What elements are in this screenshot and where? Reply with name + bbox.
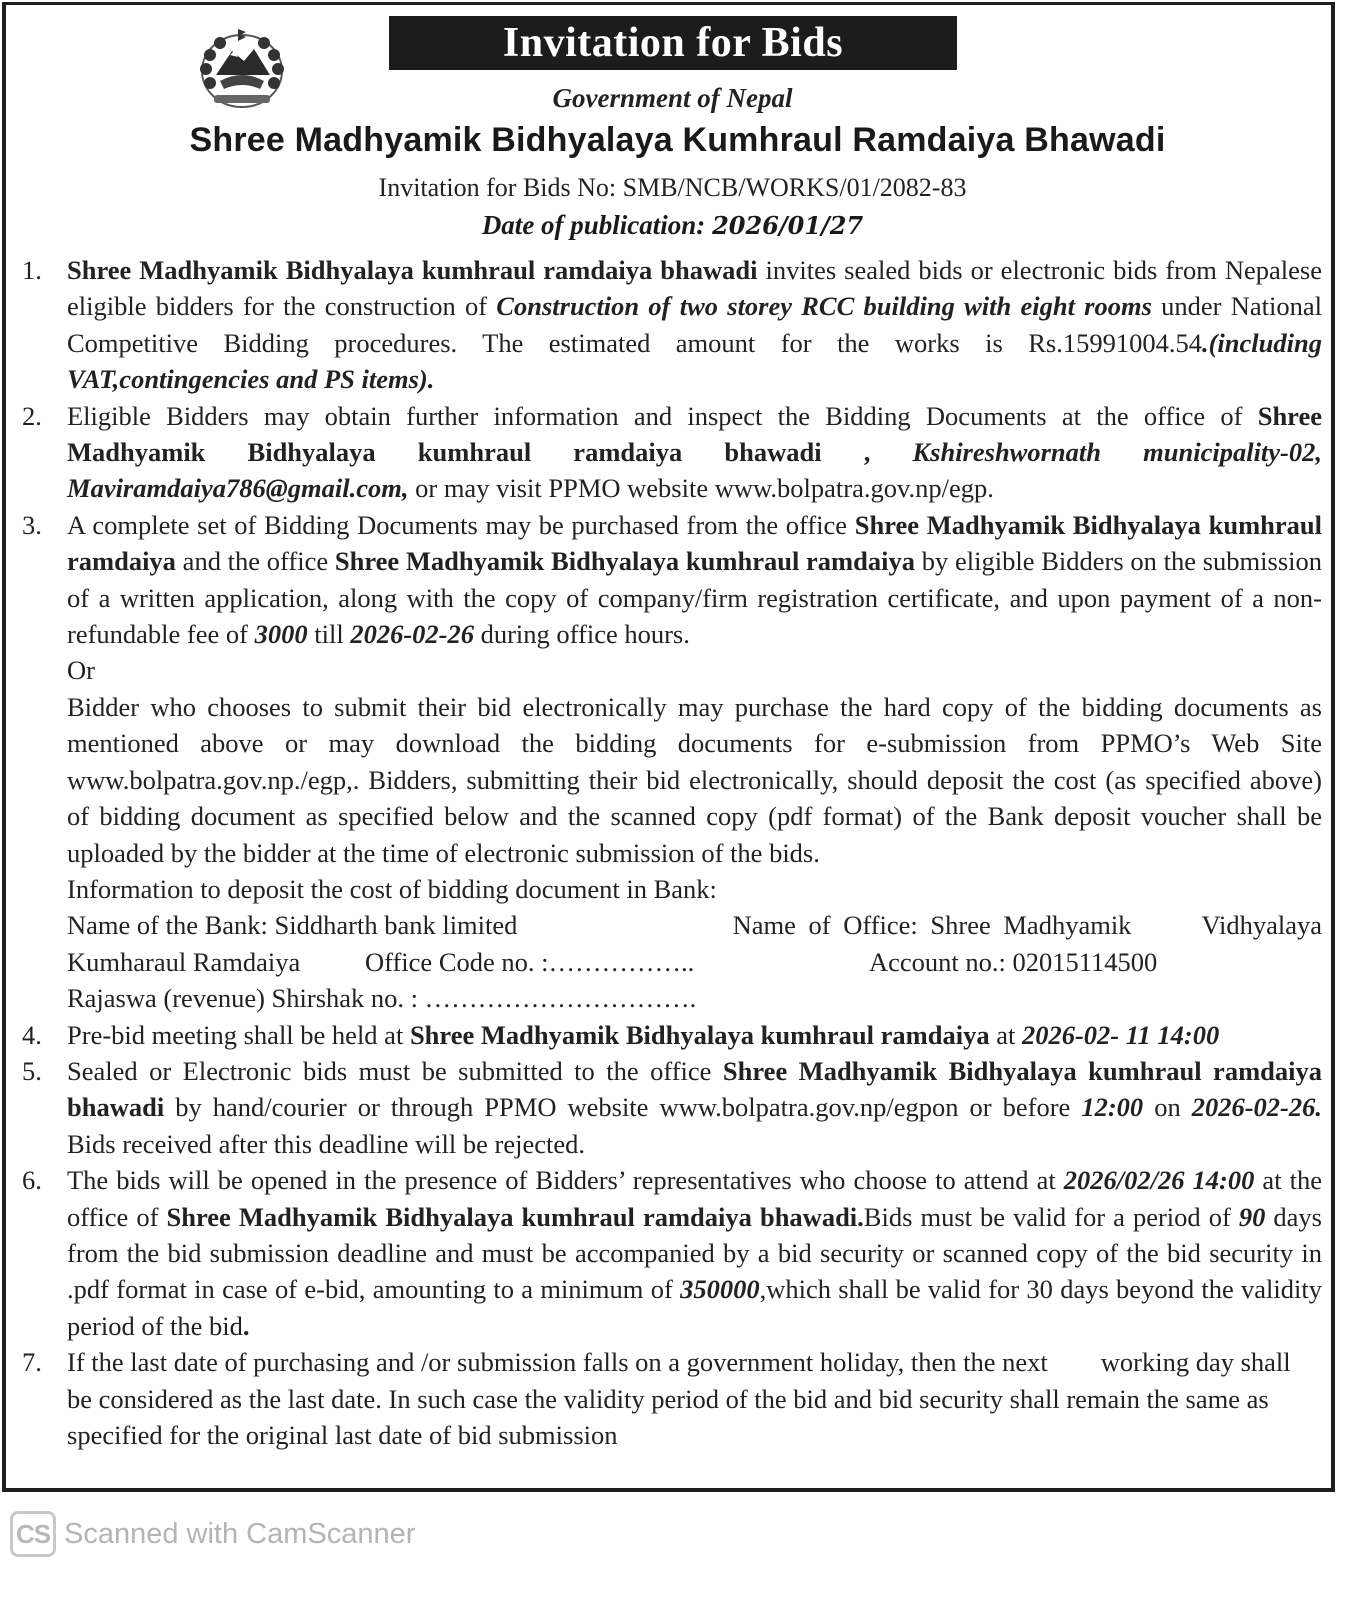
clause-text: .(including VAT,contingencies and PS items). — [67, 327, 1322, 395]
document-fee: 3000 — [254, 619, 308, 650]
clause-text: Shree Madhyamik Bidhyalaya kumhraul ramdaiya — [334, 546, 915, 577]
clause-2 — [22, 398, 1322, 507]
camscanner-logo-icon: CS — [10, 1511, 56, 1557]
clause-text: . — [242, 1310, 250, 1341]
page-title: Invitation for Bids — [389, 16, 957, 70]
clause-text: or may visit PPMO website www.bolpatra.gov.np/egp. — [408, 473, 994, 504]
clause-text: Pre-bid meeting shall be held at — [67, 1019, 410, 1050]
project-name: Construction of two storey RCC building with eight rooms — [496, 291, 1152, 322]
publication-date-value: 2026/01/27 — [712, 211, 864, 240]
clause-4 — [22, 1017, 1322, 1053]
clause-text: Shree Madhyamik Bidhyalaya kumhraul ramdaiya bhawadi — [67, 1055, 1322, 1123]
office-name-line2: Kumharaul Ramdaiya — [67, 946, 301, 977]
revenue-head: Rajaswa (revenue) Shirshak no. : …………………………. — [67, 983, 697, 1014]
clause-text: during office hours. — [473, 619, 690, 650]
clause-text: on — [1143, 1092, 1192, 1123]
prebid-datetime: 2026-02- 11 14:00 — [1021, 1019, 1220, 1050]
validity-days: 90 — [1238, 1201, 1266, 1232]
clause-text: by hand/courier or through PPMO website www.bolpatra.gov.np/egpon or before — [164, 1092, 1082, 1123]
clause-number: 4. — [22, 1019, 42, 1050]
watermark-text: Scanned with CamScanner — [64, 1517, 416, 1550]
clause-text: days from the bid submission deadline and must be accompanied by a bid security or scanned copy of the bid security in .pdf format in case of e-bid, amounting to a minimum of — [67, 1201, 1322, 1305]
or-label: Or — [67, 655, 95, 686]
submission-time: 12:00 — [1081, 1092, 1144, 1123]
bank-info-heading: Information to deposit the cost of bidding document in Bank: — [67, 873, 717, 904]
electronic-submission-text: Bidder who chooses to submit their bid electronically may purchase the hard copy of the bidding documents as mentioned above or may download the bidding documents for e-submission from PPMO’s Web Site www.bolpatra.gov.np./egp,. Bidders, submitting their bid electronically, should deposit the cost (as specified above) of bidding document as specified below and the scanned copy (pdf format) of the Bank deposit voucher shall be uploaded by the bidder at the time of electronic submission of the bids. — [67, 691, 1322, 868]
bank-row-1 — [67, 907, 1322, 943]
government-label: Government of Nepal — [552, 83, 793, 113]
clause-number: 2. — [22, 400, 42, 431]
clause-text: Shree Madhyamik Bidhyalaya kumhraul ramdaiya — [409, 1019, 990, 1050]
clause-number: 1. — [22, 255, 42, 285]
clause-number: 7. — [22, 1347, 42, 1378]
purchase-deadline: 2026-02-26 — [350, 619, 474, 650]
ifb-number: Invitation for Bids No: SMB/NCB/WORKS/01/2082-83 — [378, 173, 967, 202]
clause-text: at the office of — [67, 1165, 1322, 1232]
office-code: Office Code no. :…………….. — [365, 946, 695, 977]
clause-text: , — [821, 437, 913, 468]
clause-text: invites sealed bids or electronic bids from Nepalese eligible bidders for the construction of — [67, 255, 1322, 322]
clause-text: A complete set of Bidding Documents may be purchased from the office — [67, 509, 855, 540]
publication-date-label: Date of publication: — [481, 210, 713, 240]
office-name-label: Name of Office: Shree Madhyamik — [732, 910, 1132, 941]
clause-3 — [22, 507, 1322, 1017]
clause-text: till — [307, 619, 351, 650]
opening-datetime: 2026/02/26 14:00 — [1063, 1165, 1255, 1196]
clause-1 — [22, 252, 1322, 398]
notice-frame — [2, 2, 1335, 1492]
clause-text: Shree Madhyamik Bidhyalaya kumhraul ramdaiya — [67, 509, 1322, 577]
clause-text: at — [989, 1019, 1022, 1050]
clause-text: Sealed or Electronic bids must be submitted to the office — [67, 1055, 723, 1086]
clause-text: and the office — [175, 546, 335, 577]
clause-text: If the last date of purchasing and /or submission falls on a government holiday, then the next working day shall be considered as the last date. In such case the validity period of the bid and bid security shall remain the same as specified for the original last date of bid submission — [67, 1347, 1298, 1450]
clause-7 — [22, 1344, 1322, 1453]
clause-5 — [22, 1053, 1322, 1162]
camscanner-watermark — [10, 1508, 415, 1560]
clause-text: Shree Madhyamik Bidhyalaya kumhraul ramdaiya bhawadi — [67, 255, 758, 285]
clause-text: Bids must be valid for a period of — [863, 1201, 1239, 1232]
bid-clauses-list — [22, 252, 1322, 1453]
office-name — [733, 907, 1322, 943]
bid-security-amount: 350000 — [680, 1274, 760, 1305]
clause-text: Bids received after this deadline will be rejected. — [67, 1128, 586, 1159]
account-number: Account no.: 02015114500 — [869, 946, 1158, 977]
office-address-email: Kshireshwornath municipality-02, Maviramdaiya786@gmail.com, — [67, 437, 1323, 504]
clause-number: 3. — [22, 509, 42, 540]
office-name-cont: Vidhyalaya — [1201, 910, 1322, 941]
submission-date: 2026-02-26. — [1191, 1092, 1323, 1123]
publication-date — [6, 210, 1339, 241]
bank-name: Name of the Bank: Siddharth bank limited — [67, 910, 518, 941]
clause-text: by eligible Bidders on the submission of a written application, along with the copy of company/firm registration certificate, and upon payment of a non-refundable fee of — [67, 546, 1323, 650]
clause-text: Shree Madhyamik Bidhyalaya kumhraul ramdaiya bhawadi. — [166, 1201, 864, 1232]
school-name-heading: Shree Madhyamik Bidhyalaya Kumhraul Ramdaiya Bhawadi — [189, 121, 1166, 159]
bank-row-2 — [67, 944, 1322, 980]
clause-text: ,which shall be valid for 30 days beyond the validity period of the bid — [67, 1274, 1323, 1341]
clause-number: 6. — [22, 1165, 42, 1196]
clause-text: Shree Madhyamik Bidhyalaya kumhraul ramdaiya bhawadi — [67, 400, 1322, 468]
clause-number: 5. — [22, 1055, 42, 1086]
clause-text: Eligible Bidders may obtain further information and inspect the Bidding Documents at the office of — [67, 400, 1258, 431]
clause-text: The bids will be opened in the presence of Bidders’ representatives who choose to attend at — [67, 1165, 1064, 1196]
clause-6 — [22, 1162, 1322, 1344]
estimated-amount: under National Competitive Bidding procedures. The estimated amount for the works is Rs.15991004.54 — [67, 291, 1322, 358]
